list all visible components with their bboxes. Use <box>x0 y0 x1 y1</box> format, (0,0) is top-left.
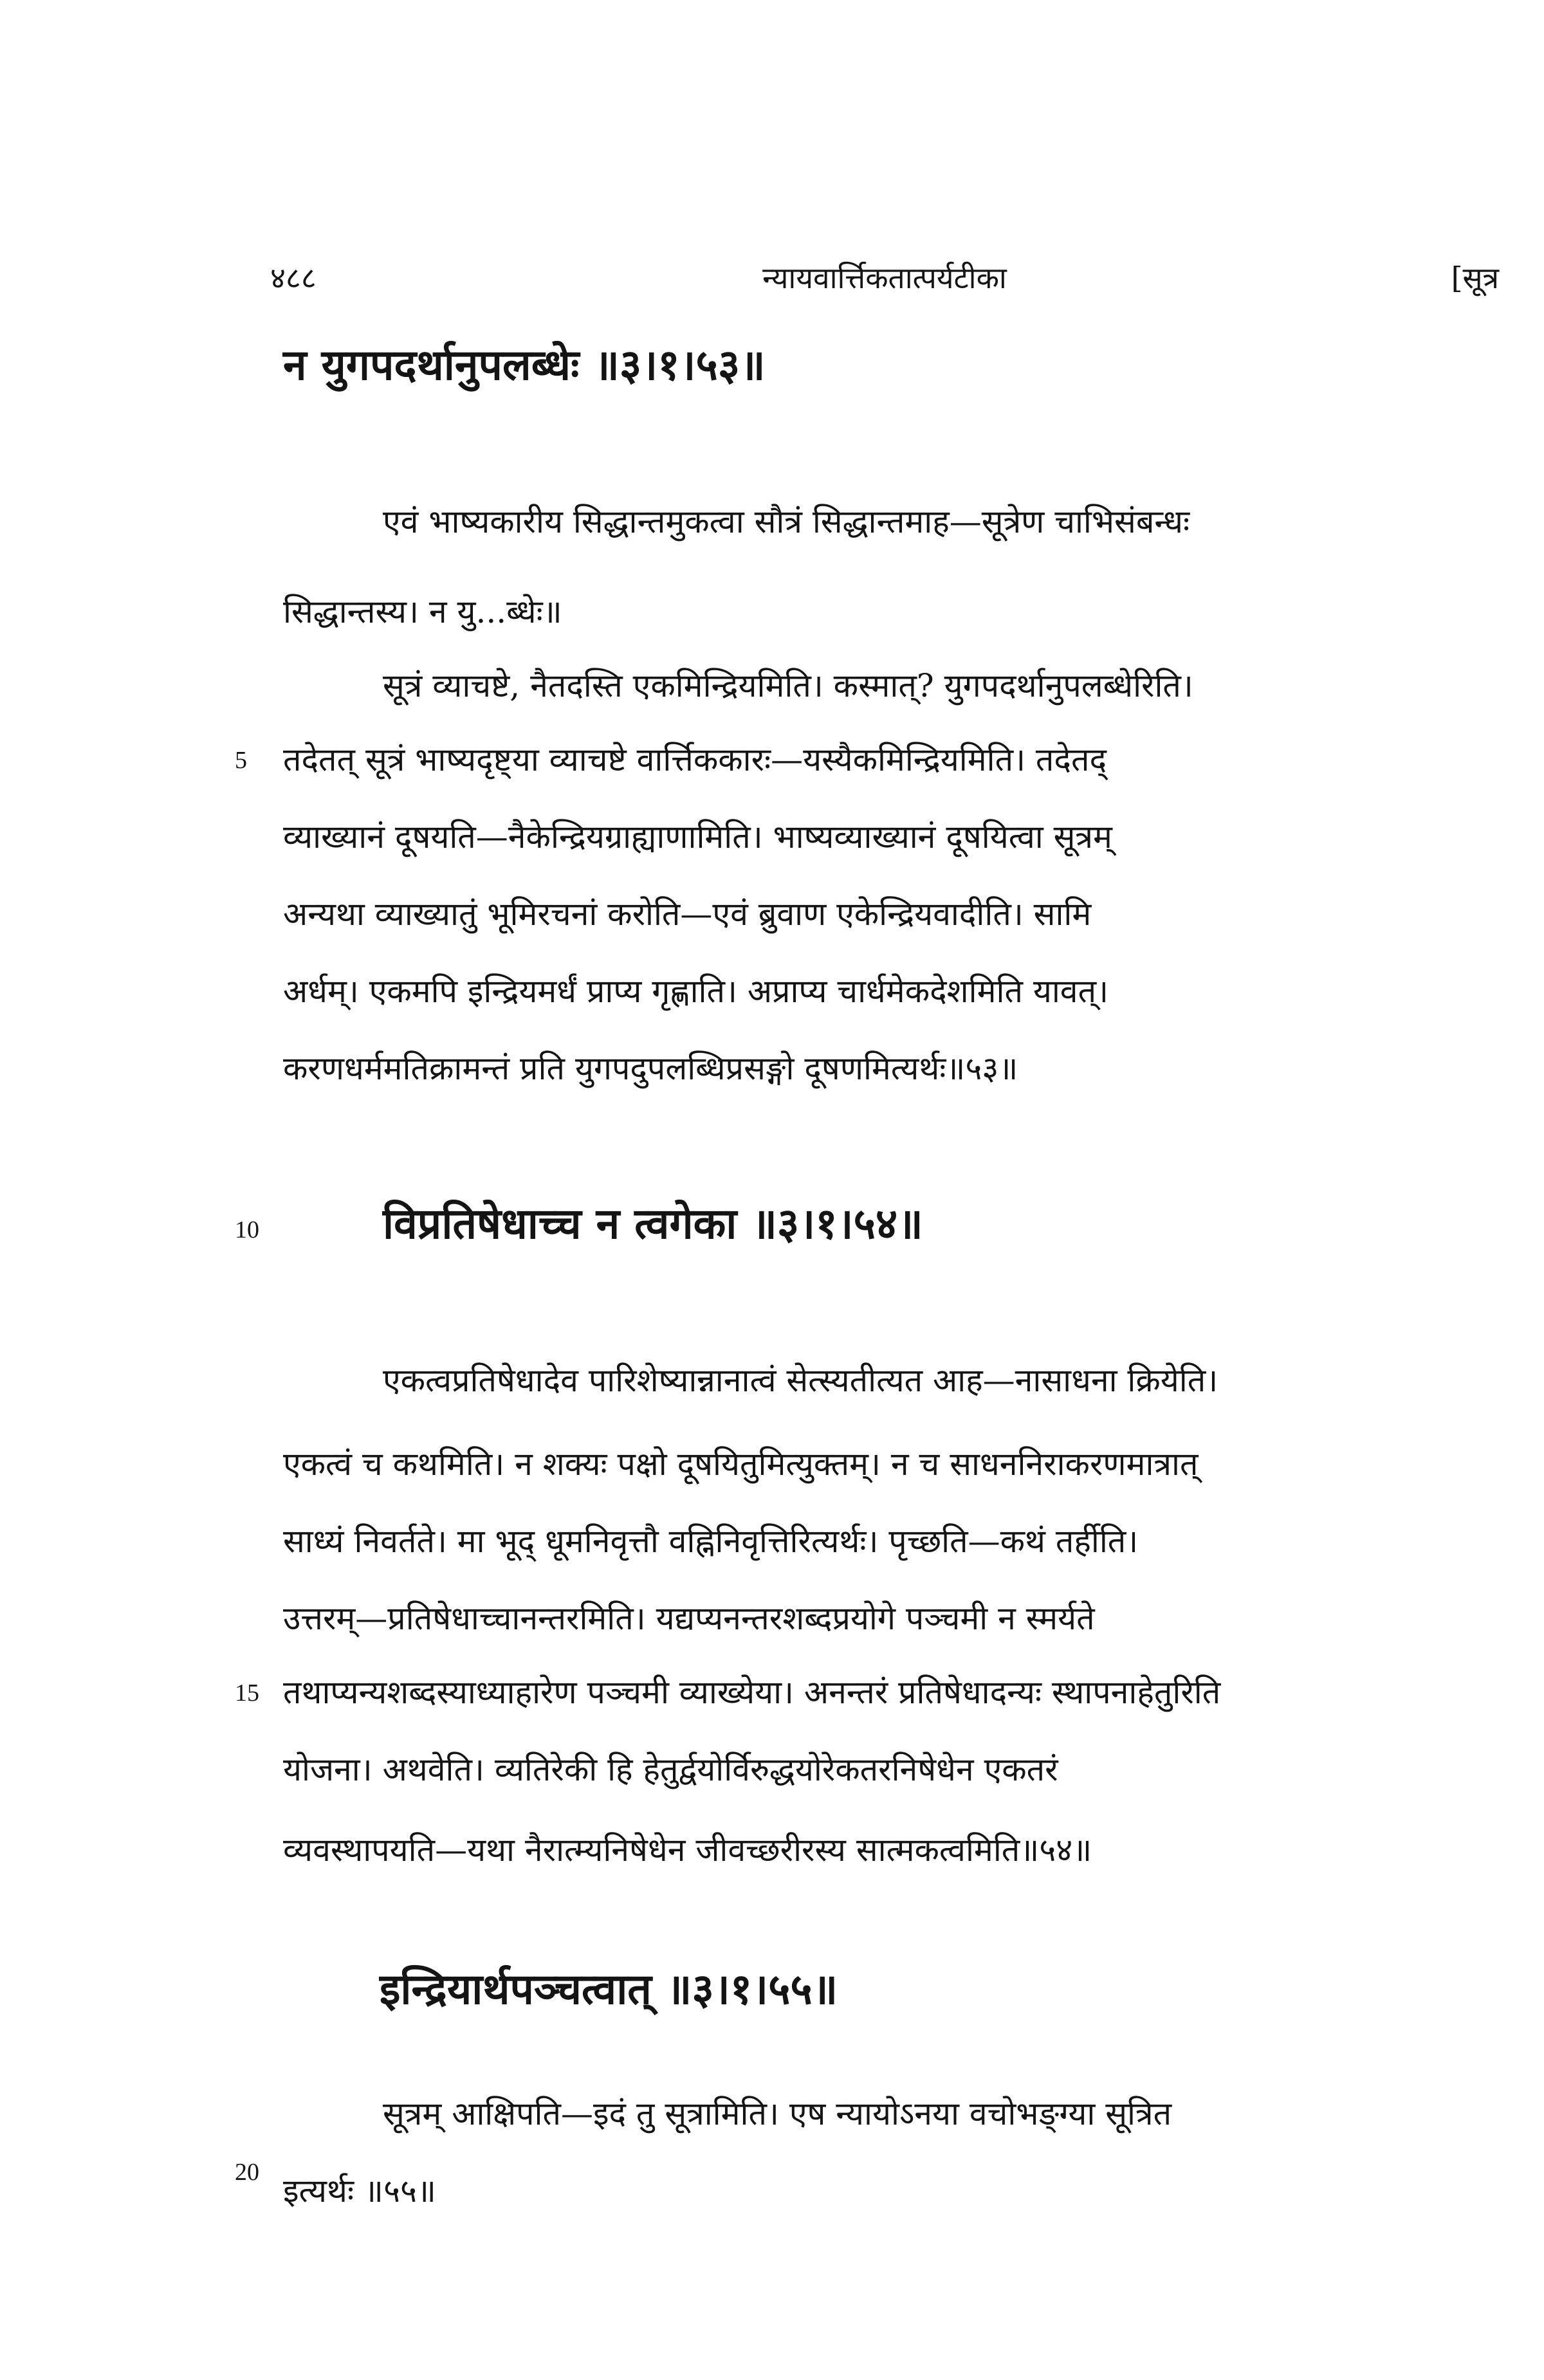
commentary-line: अन्यथा व्याख्यातुं भूमिरचनां करोति—एवं ब्रुवाण एकेन्द्रियवादीति। सामि <box>283 895 1092 933</box>
commentary-line: सूत्रम् आक्षिपति—इदं तु सूत्रामिति। एष न्यायोऽनया वचोभङ्ग्या सूत्रित <box>383 2095 1172 2132</box>
commentary-line: अर्धम्। एकमपि इन्द्रियमर्धं प्राप्य गृह्णाति। अप्राप्य चार्धमेकदेशमिति यावत्। <box>283 973 1109 1010</box>
sutra-heading-54: विप्रतिषेधाच्च न त्वगेका ॥३।१।५४॥ <box>383 1198 923 1249</box>
line-number: 15 <box>235 1680 259 1707</box>
section-mark: [सूत्र <box>1451 261 1499 295</box>
line-number: 20 <box>235 2159 259 2186</box>
commentary-line: तथाप्यन्यशब्दस्याध्याहारेण पञ्चमी व्याख्येया। अनन्तरं प्रतिषेधादन्यः स्थापनाहेतुरिति <box>283 1674 1221 1711</box>
sutra-heading-55: इन्द्रियार्थपञ्चत्वात् ॥३।१।५५॥ <box>380 1964 838 2014</box>
commentary-line: सिद्धान्तस्य। न यु...ब्धेः॥ <box>283 593 562 630</box>
commentary-line: करणधर्ममतिक्रामन्तं प्रति युगपदुपलब्धिप्रसङ्गो दूषणमित्यर्थः॥५३॥ <box>283 1050 1018 1087</box>
commentary-line: व्याख्यानं दूषयति—नैकेन्द्रियग्राह्याणामिति। भाष्यव्याख्यानं दूषयित्वा सूत्रम् <box>283 818 1112 856</box>
commentary-line: एकत्वप्रतिषेधादेव पारिशेष्यान्नानात्वं सेत्स्यतीत्यत आह—नासाधना क्रियेति। <box>383 1362 1218 1399</box>
commentary-line: साध्यं निवर्तते। मा भूद् धूमनिवृत्तौ वह्निनिवृत्तिरित्यर्थः। पृच्छति—कथं तर्हीति। <box>283 1523 1139 1560</box>
page-number: ४८८ <box>270 261 317 295</box>
commentary-line: तदेतत् सूत्रं भाष्यदृष्ट्या व्याचष्टे वार्त्तिककारः—यस्यैकमिन्द्रियमिति। तदेतद् <box>283 741 1107 778</box>
commentary-line: एवं भाष्यकारीय सिद्धान्तमुकत्वा सौत्रं सिद्धान्तमाह—सूत्रेण चाभिसंबन्धः <box>383 503 1190 540</box>
line-number: 10 <box>235 1216 259 1243</box>
commentary-line: योजना। अथवेति। व्यतिरेकी हि हेतुर्द्वयोर्विरुद्धयोरेकतरनिषेधेन एकतरं <box>283 1751 1058 1788</box>
commentary-line: इत्यर्थः ॥५५॥ <box>283 2172 436 2210</box>
commentary-line: एकत्वं च कथमिति। न शक्यः पक्षो दूषयितुमित्युक्तम्। न च साधननिराकरणमात्रात् <box>283 1445 1199 1483</box>
running-header <box>270 257 1499 302</box>
commentary-line: व्यवस्थापयति—यथा नैरात्म्यनिषेधेन जीवच्छरीरस्य सात्मकत्वमिति॥५४॥ <box>283 1831 1092 1869</box>
commentary-line: उत्तरम्—प्रतिषेधाच्चानन्तरमिति। यद्यप्यनन्तरशब्दप्रयोगे पञ्चमी न स्मर्यते <box>283 1600 1095 1637</box>
sutra-heading-53: न युगपदर्थानुपलब्धेः ॥३।१।५३॥ <box>283 340 766 390</box>
running-title: न्यायवार्त्तिकतात्पर्यटीका <box>762 261 1007 295</box>
commentary-line: सूत्रं व्याचष्टे, नैतदस्ति एकमिन्द्रियमिति। कस्मात्? युगपदर्थानुपलब्धेरिति। <box>383 667 1193 704</box>
line-number: 5 <box>235 747 247 774</box>
